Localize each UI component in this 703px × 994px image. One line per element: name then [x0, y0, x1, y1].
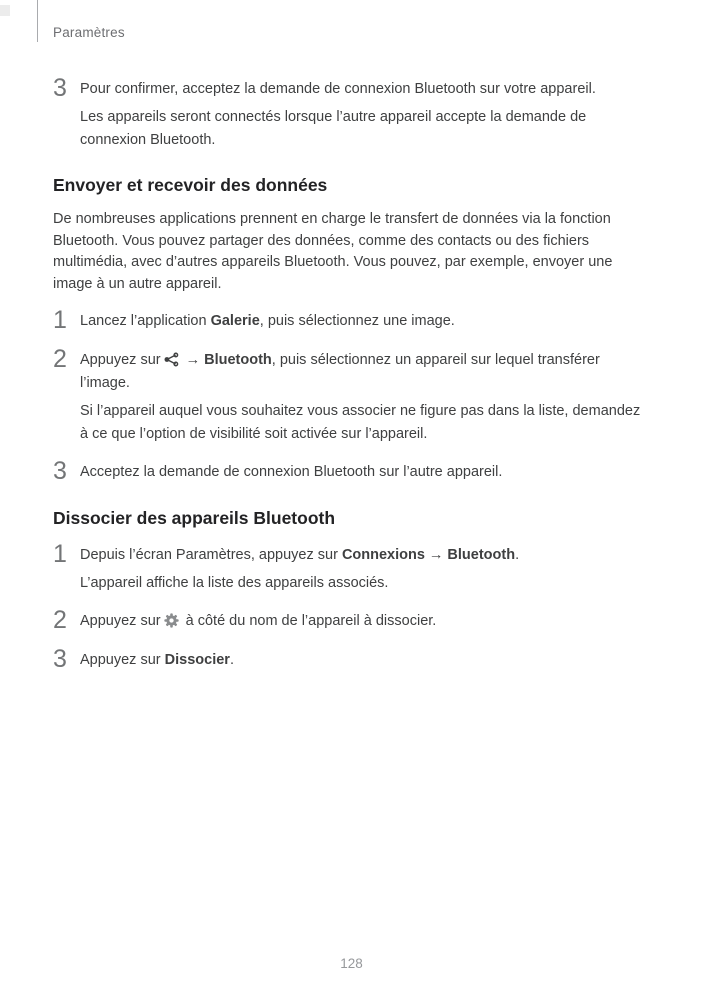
- step-text: [80, 544, 647, 567]
- arrow-right-icon: →: [185, 352, 201, 368]
- step-body: [80, 310, 647, 334]
- intro-paragraph: De nombreuses applications prennent en charge le transfert de données via la fonction Bluetooth. Vous pouvez partager des données, comme des contacts ou des fichiers multimédia, avec d’autres appareils Bluetooth. Vous pouvez, par exemple, envoyer une image à un autre appareil.: [53, 211, 613, 292]
- step-note: Si l’appareil auquel vous souhaitez vous associer ne figure pas dans la liste, demandez à ce que l’option de visibilité soit activée sur l’appareil.: [80, 403, 641, 442]
- emphasis-text: Connexions: [341, 547, 425, 563]
- text-run: , puis sélectionnez un appareil sur lequel transférer l’image.: [80, 352, 600, 391]
- text-run: .: [229, 652, 234, 668]
- page-number: 128: [340, 956, 363, 971]
- step-number: 3: [53, 74, 67, 102]
- step-number: 2: [53, 345, 67, 373]
- step-note: Les appareils seront connectés lorsque l’autre appareil accepte la demande de connexion Bluetooth.: [80, 109, 587, 148]
- step-text: [80, 461, 647, 484]
- text-run: , puis sélectionnez une image.: [259, 313, 455, 329]
- emphasis-text: Bluetooth: [204, 352, 272, 368]
- share-icon: [164, 352, 179, 367]
- step-text: [80, 349, 647, 395]
- text-run: Pour confirmer, acceptez la demande de connexion Bluetooth sur votre appareil.: [80, 81, 596, 97]
- step-text: [80, 78, 647, 101]
- step-body: [80, 349, 647, 446]
- step-body: [80, 610, 647, 634]
- step-number: 1: [53, 540, 67, 568]
- running-header: Paramètres: [53, 25, 125, 40]
- text-run: Depuis l’écran Paramètres, appuyez sur: [80, 547, 342, 563]
- text-run: .: [515, 547, 520, 563]
- step-item: [53, 457, 647, 485]
- step-text: [80, 310, 647, 333]
- step-item: [53, 306, 647, 334]
- step-body: [80, 544, 647, 595]
- step-item: [53, 645, 647, 673]
- gear-icon: [164, 613, 179, 628]
- text-run: Acceptez la demande de connexion Bluetooth sur l’autre appareil.: [80, 464, 503, 480]
- step-body: [80, 78, 647, 152]
- text-run: Appuyez sur: [80, 613, 161, 629]
- text-run: Appuyez sur: [80, 352, 161, 368]
- text-run: Lancez l’application: [80, 313, 211, 329]
- step-item: [53, 345, 647, 446]
- step-body: [80, 649, 647, 673]
- step-number: 3: [53, 645, 67, 673]
- emphasis-text: Dissocier: [164, 652, 230, 668]
- step-number: 1: [53, 306, 67, 334]
- text-run: à côté du nom de l’appareil à dissocier.: [181, 613, 437, 629]
- step-text: [80, 649, 647, 672]
- step-item: [53, 606, 647, 634]
- arrow-right-icon: →: [428, 547, 444, 563]
- step-note: L’appareil affiche la liste des appareils associés.: [80, 575, 389, 591]
- step-number: 2: [53, 606, 67, 634]
- step-body: [80, 461, 647, 485]
- step-item: [53, 540, 647, 595]
- step-number: 3: [53, 457, 67, 485]
- emphasis-text: Bluetooth: [447, 547, 516, 563]
- section-heading: Envoyer et recevoir des données: [53, 175, 328, 195]
- section-heading: Dissocier des appareils Bluetooth: [53, 508, 336, 528]
- emphasis-text: Galerie: [210, 313, 260, 329]
- step-text: [80, 610, 647, 633]
- step-item: [53, 74, 647, 152]
- text-run: Appuyez sur: [80, 652, 165, 668]
